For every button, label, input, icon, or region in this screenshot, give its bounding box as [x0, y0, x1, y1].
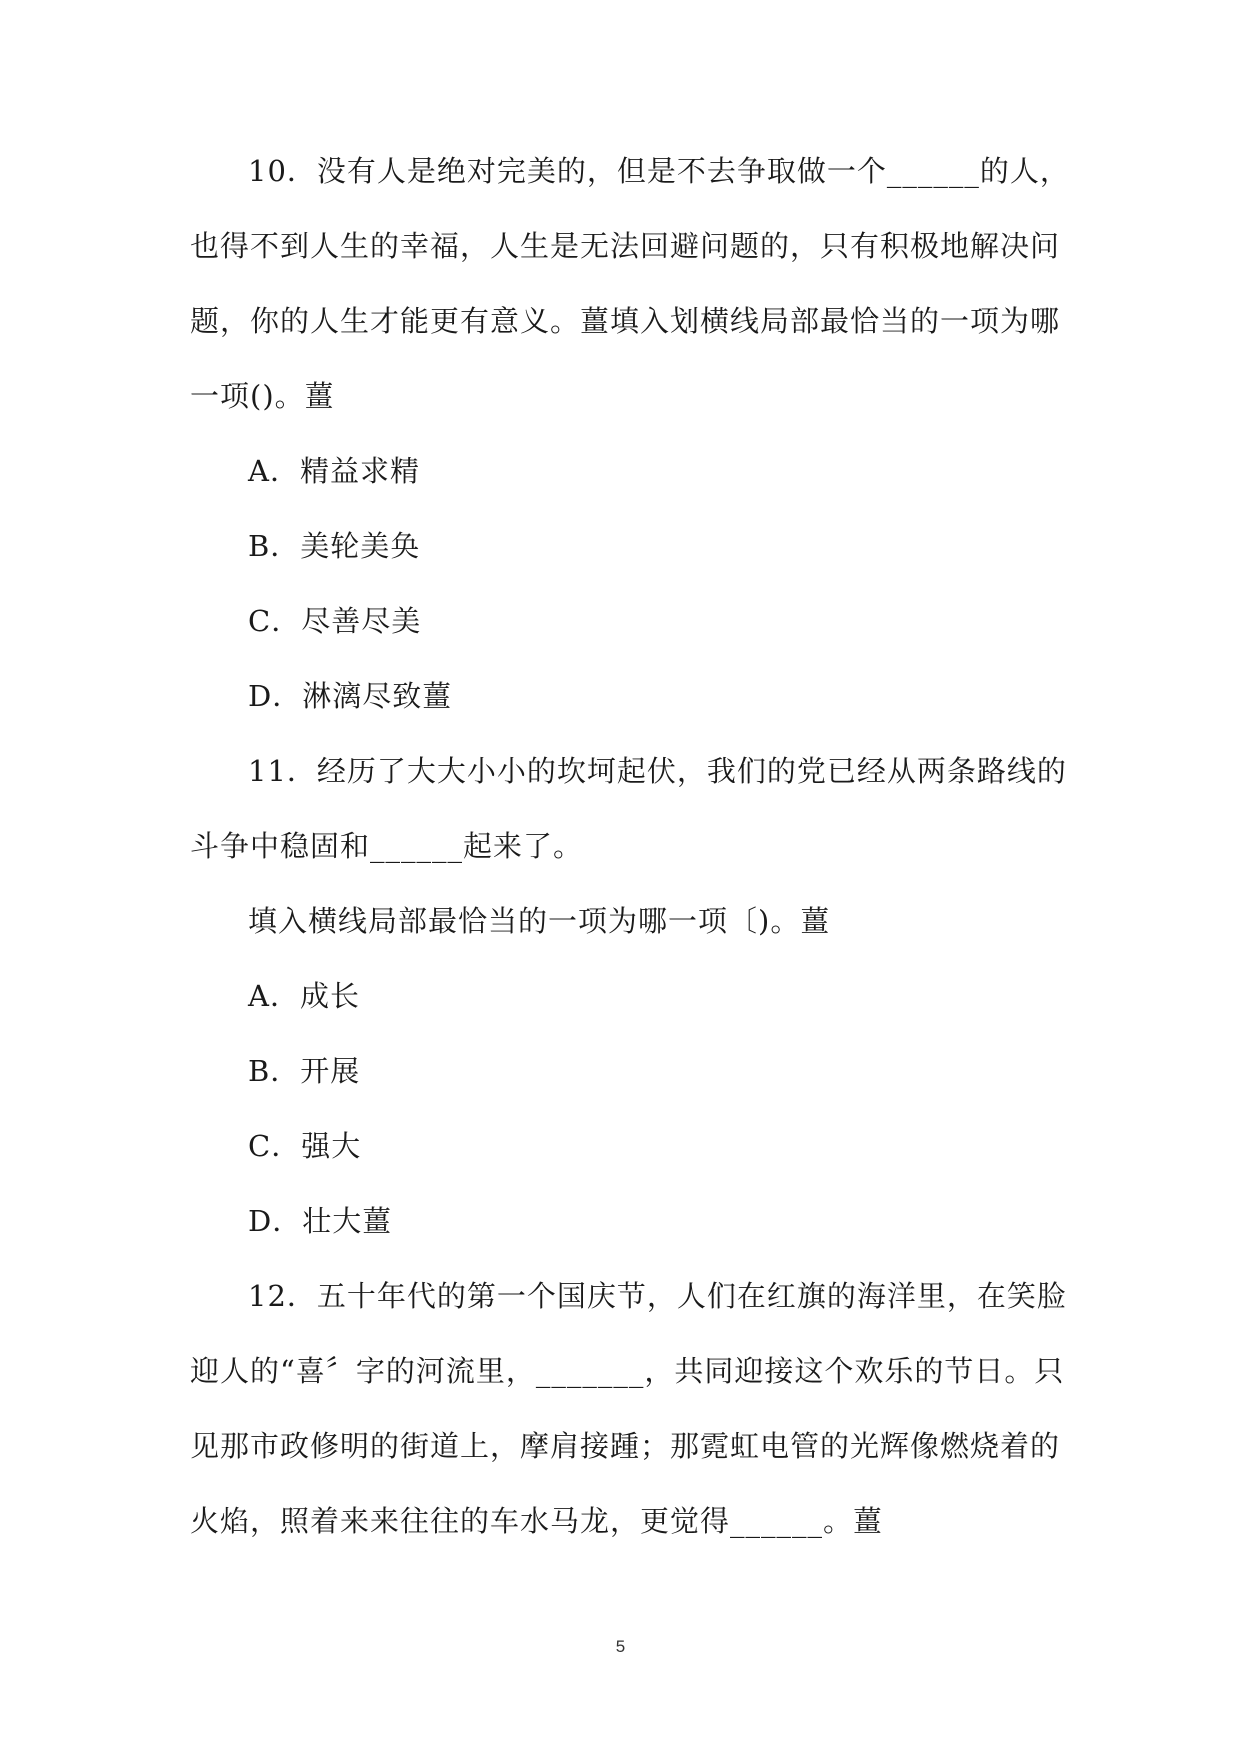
- page-number: 5: [615, 1637, 626, 1656]
- question-10-line-3: 题，你的人生才能更有意义。薑填入划横线局部最恰当的一项为哪: [190, 304, 1061, 338]
- question-11-option-d: D．壮大薑: [248, 1204, 393, 1238]
- question-10-line-1: 10．没有人是绝对完美的，但是不去争取做一个______的人，: [248, 154, 1070, 188]
- question-12-line-2: 迎人的“喜〞字的河流里，_______，共同迎接这个欢乐的节日。只: [190, 1354, 1065, 1388]
- question-11-option-a: A．成长: [248, 979, 360, 1013]
- question-10-option-a: A．精益求精: [248, 454, 420, 488]
- question-10-option-b: B．美轮美奂: [248, 529, 421, 563]
- question-10-line-2: 也得不到人生的幸福，人生是无法回避问题的，只有积极地解决问: [190, 229, 1061, 263]
- question-12-line-1: 12．五十年代的第一个国庆节，人们在红旗的海洋里，在笑脸: [248, 1279, 1067, 1313]
- question-11-instruction: 填入横线局部最恰当的一项为哪一项〔)。薑: [248, 904, 831, 938]
- question-10-line-4: 一项()。薑: [190, 379, 335, 413]
- question-10-option-d: D．淋漓尽致薑: [248, 679, 453, 713]
- question-11-option-c: C．强大: [248, 1129, 362, 1163]
- question-10-option-c: C．尽善尽美: [248, 604, 422, 638]
- question-12-line-4: 火焰，照着来来往往的车水马龙，更觉得______。薑: [190, 1504, 884, 1538]
- question-11-line-2: 斗争中稳固和______起来了。: [190, 829, 584, 863]
- question-11-option-b: B．开展: [248, 1054, 361, 1088]
- question-12-line-3: 见那市政修明的街道上，摩肩接踵；那霓虹电管的光辉像燃烧着的: [190, 1429, 1061, 1463]
- question-11-line-1: 11．经历了大大小小的坎坷起伏，我们的党已经从两条路线的: [248, 754, 1067, 788]
